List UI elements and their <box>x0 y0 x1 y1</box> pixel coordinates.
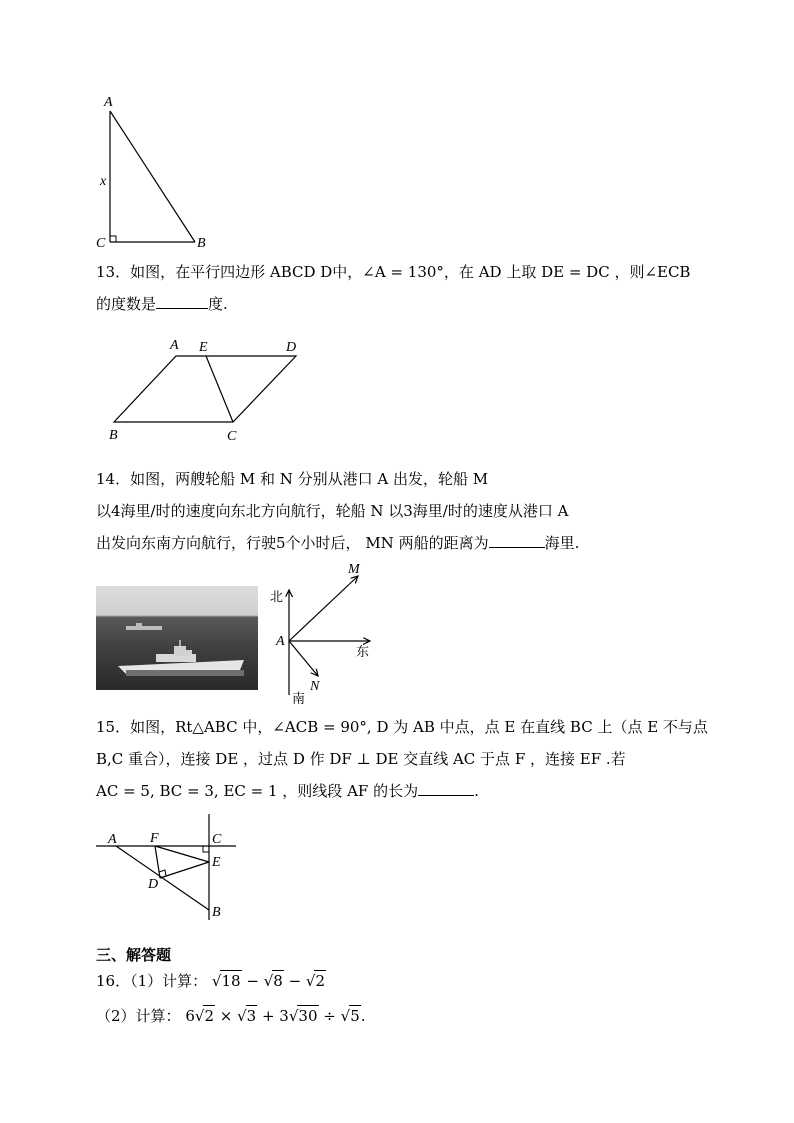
q14-line3-pre: 出发向东南方向航行，行驶5个小时后， MN 两船的距离为 <box>96 534 489 552</box>
q15-line3 <box>96 781 479 801</box>
label-D: D <box>148 877 159 892</box>
label-B: B <box>197 236 206 251</box>
q13-line1: 13．如图，在平行四边形 ABCD D中，∠A = 130°，在 AD 上取 DE = DC ，则∠ECB <box>96 263 691 281</box>
label-D: D <box>286 340 297 355</box>
q16-part2-label: （2）计算： <box>96 1007 181 1025</box>
q13-line2 <box>96 294 228 314</box>
label-south: 南 <box>292 692 306 707</box>
q15-line2: B,C 重合），连接 DE ，过点 D 作 DF ⊥ DE 交直线 AC 于点 F ，连接 EF .若 <box>96 750 626 768</box>
q16-part2-expression: 6√2 × √3 + 3√30 ÷ √5. <box>185 1007 366 1025</box>
q16-part1 <box>96 970 326 991</box>
radicand: 8 <box>273 972 283 990</box>
label-E: E <box>212 855 221 870</box>
q14-answer-blank[interactable] <box>489 533 545 548</box>
radicand: 5 <box>350 1007 360 1025</box>
vector-AM <box>289 576 358 641</box>
q13-line2-post: 度. <box>208 295 228 313</box>
q14-line3 <box>96 533 579 553</box>
period: . <box>360 1007 366 1025</box>
q15-answer-blank[interactable] <box>418 781 474 796</box>
label-A: A <box>276 634 285 649</box>
label-A: A <box>104 95 113 110</box>
q15-line1: 15．如图，Rt△ABC 中，∠ACB = 90°, D 为 AB 中点，点 E 在直线 BC 上（点 E 不与点 <box>96 718 708 736</box>
q16-part2 <box>96 1005 366 1026</box>
label-M: M <box>348 562 360 577</box>
radicand: 2 <box>315 972 326 990</box>
q13-answer-blank[interactable] <box>156 294 208 309</box>
segment-FE <box>155 846 209 862</box>
figure-13-parallelogram <box>96 340 316 440</box>
label-E: E <box>199 340 208 355</box>
figure-12-right-triangle <box>96 95 216 255</box>
right-angle-mark-C <box>203 846 209 852</box>
q15-line3-pre: AC = 5, BC = 3, EC = 1 ，则线段 AF 的长为 <box>96 782 419 800</box>
ships-photo <box>96 586 258 690</box>
label-x: x <box>100 174 107 189</box>
label-C: C <box>96 236 106 251</box>
label-A: A <box>170 338 179 353</box>
q15-line3-post: . <box>474 782 479 800</box>
operator: − <box>241 972 264 990</box>
label-C: C <box>212 832 222 847</box>
segment-DE <box>160 862 209 878</box>
segment-EC <box>206 356 233 422</box>
radicand: 18 <box>221 972 241 990</box>
label-F: F <box>150 831 159 846</box>
coefficient: 6 <box>185 1007 195 1025</box>
q14-line2: 以4海里/时的速度向东北方向航行，轮船 N 以3海里/时的速度从港口 A <box>96 502 569 520</box>
operator: × <box>214 1007 238 1025</box>
q16-part1-label: 16．（1）计算： <box>96 972 208 990</box>
q16-part1-expression: √18 − √8 − √2 <box>211 972 326 990</box>
q14-line1: 14．如图，两艘轮船 M 和 N 分别从港口 A 出发，轮船 M <box>96 470 489 488</box>
q13-line2-pre: 的度数是 <box>96 295 157 313</box>
label-B: B <box>109 428 118 443</box>
operator: + 3 <box>257 1007 289 1025</box>
label-A: A <box>108 832 117 847</box>
label-north: 北 <box>270 590 284 605</box>
operator: ÷ <box>318 1007 341 1025</box>
segment-AB <box>116 846 209 910</box>
label-C: C <box>227 429 237 444</box>
q14-line3-post: 海里. <box>544 534 580 552</box>
figure-15-triangle <box>96 810 246 930</box>
vector-AN <box>289 641 318 676</box>
section-heading: 三、解答题 <box>96 946 172 964</box>
radicand: 30 <box>298 1007 318 1025</box>
label-east: 东 <box>356 645 370 660</box>
right-angle-mark <box>110 236 116 242</box>
side-AB <box>110 111 195 242</box>
radicand: 2 <box>204 1007 214 1025</box>
distant-ship <box>126 626 162 630</box>
label-B: B <box>212 905 221 920</box>
label-N: N <box>310 679 320 694</box>
operator: − <box>283 972 306 990</box>
radicand: 3 <box>246 1007 257 1025</box>
parallelogram-ABCD <box>114 356 296 422</box>
